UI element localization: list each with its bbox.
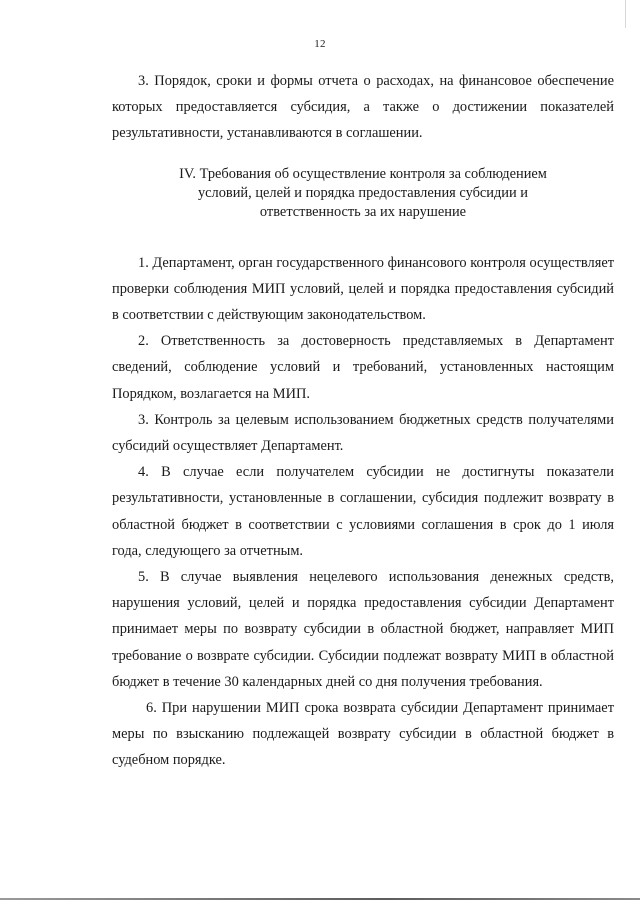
section-heading-line: ответственность за их нарушение	[259, 203, 467, 220]
section-heading-line: IV. Требования об осуществление контроля за соблюдением	[179, 165, 547, 182]
page-number: 12	[314, 38, 326, 50]
paragraph-report-procedure: 3. Порядок, сроки и формы отчета о расходах, на финансовое обеспечение которых предоставляется субсидия, а также о достижении показателей результативности, устанавливаются в соглашении.	[112, 73, 614, 142]
paragraph-item-1: 1. Департамент, орган государственного финансового контроля осуществляет проверки соблюдения МИП условий, целей и порядка предоставления субсидий в соответствии с действующим законодательством.	[112, 254, 614, 324]
paragraph-item-3: 3. Контроль за целевым использованием бюджетных средств получателями субсидий осуществляет Департамент.	[112, 411, 614, 455]
page-content	[112, 68, 614, 774]
paragraph-item-2: 2. Ответственность за достоверность представляемых в Департамент сведений, соблюдение условий и требований, установленных настоящим Порядком, возлагается на МИП.	[112, 333, 614, 402]
scan-edge-mark	[625, 0, 626, 28]
section-heading	[112, 165, 614, 222]
paragraph-item-5: 5. В случае выявления нецелевого использования денежных средств, нарушения условий, целей и порядка предоставления субсидии Департамент принимает меры по возврату субсидии в областной бюджет, направляет МИП требование о возврате субсидии. Субсидии подлежат возврату МИП в областной бюджет в течение 30 календарных дней со дня получения требования.	[112, 569, 614, 690]
bottom-scan-border	[0, 898, 640, 900]
paragraph-item-6: 6. При нарушении МИП срока возврата субсидии Департамент принимает меры по взысканию подлежащей возврату субсидии в областной бюджет в судебном порядке.	[112, 700, 614, 769]
paragraph-item-4: 4. В случае если получателем субсидии не достигнуты показатели результативности, установленные в соглашении, субсидия подлежит возврату в областной бюджет в соответствии с условиями соглашения в срок до 1 июля года, следующего за отчетным.	[112, 464, 614, 559]
section-heading-line: условий, целей и порядка предоставления субсидии и	[197, 184, 529, 201]
